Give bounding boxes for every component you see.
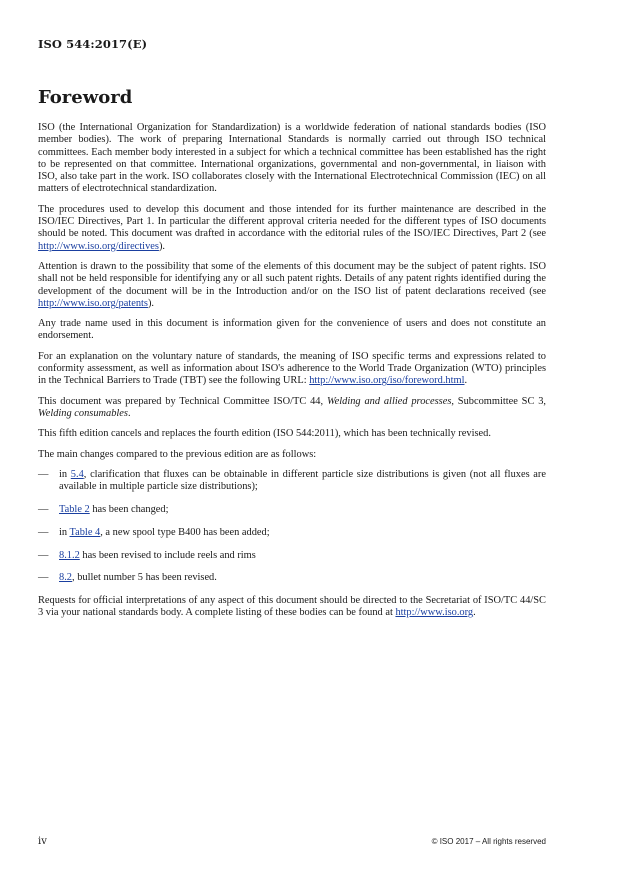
paragraph-official-interpretations: Requests for official interpretations of any aspect of this document should be directed to the Secretariat of ISO/TC 44/SC 3 via your national standards body. A complete listing of these bodies can be found at http://www.iso.org. xyxy=(38,595,546,619)
list-item: — 8.1.2 has been revised to include reels and rims xyxy=(38,549,256,561)
foreword-body xyxy=(38,122,546,628)
link-iso-org[interactable]: http://www.iso.org xyxy=(395,607,474,619)
copyright-notice: © ISO 2017 – All rights reserved xyxy=(431,837,546,846)
list-item: — Table 2 has been changed; xyxy=(38,503,169,515)
link-clause-8-2[interactable]: 8.2 xyxy=(59,572,72,584)
paragraph-main-changes: The main changes compared to the previous edition are as follows: xyxy=(38,448,317,460)
link-table-2[interactable]: Table 2 xyxy=(59,503,90,515)
paragraph-procedures: The procedures used to develop this document and those intended for its further maintenance are described in the ISO/IEC Directives, Part 1. In particular the different approval criteria needed for the different types of ISO documents should be noted. This document was drafted in accordance with the editorial rules of the ISO/IEC Directives, Part 2 (see http://www.iso.org/directives). xyxy=(38,203,546,252)
paragraph-edition: This fifth edition cancels and replaces the fourth edition (ISO 544:2011), which has been technically revised. xyxy=(38,428,491,440)
link-clause-5-4[interactable]: 5.4 xyxy=(70,468,84,480)
dash-bullet: — xyxy=(38,526,49,538)
dash-bullet: — xyxy=(38,468,49,480)
paragraph-iso-intro: ISO (the International Organization for Standardization) is a worldwide federation of national standards bodies (ISO member bodies). The work of preparing International Standards is normally carried out through ISO technical committees. Each member body interested in a subject for which a technical committee has been established has the right to be represented on that committee. International organizations, governmental and non-governmental, in liaison with ISO, also take part in the work. ISO collaborates closely with the International Electrotechnical Commission (IEC) on all matters of electrotechnical standardization. xyxy=(38,122,546,195)
link-table-4[interactable]: Table 4 xyxy=(69,526,101,538)
document-page xyxy=(38,0,546,876)
paragraph-committee: This document was prepared by Technical Committee ISO/TC 44, Welding and allied processes, Subcommittee SC 3, Welding consumables. xyxy=(38,395,546,419)
paragraph-trade-name: Any trade name used in this document is information given for the convenience of users and does not constitute an endorsement. xyxy=(38,318,546,342)
paragraph-patents: Attention is drawn to the possibility that some of the elements of this document may be the subject of patent rights. ISO shall not be held responsible for identifying any or all such patent rights. Details of any patent rights identified during the development of the document will be in the Introduction and/or on the ISO list of patent declarations received (see http://www.iso.org/patents). xyxy=(38,260,546,309)
link-clause-8-1-2[interactable]: 8.1.2 xyxy=(59,549,80,561)
page-title: Foreword xyxy=(38,87,133,108)
dash-bullet: — xyxy=(38,503,49,515)
dash-bullet: — xyxy=(38,572,49,584)
list-item: — 8.2, bullet number 5 has been revised. xyxy=(38,572,217,584)
link-patents[interactable]: http://www.iso.org/patents xyxy=(38,297,148,309)
list-item: — in 5.4, clarification that fluxes can be obtainable in different particle size distributions is given (not all fluxes are available in multiple particle size distributions); xyxy=(38,468,546,493)
changes-list xyxy=(38,469,546,585)
dash-bullet: — xyxy=(38,549,49,561)
paragraph-voluntary-nature: For an explanation on the voluntary nature of standards, the meaning of ISO specific terms and expressions related to conformity assessment, as well as information about ISO's adherence to the World Trade Organization (WTO) principles in the Technical Barriers to Trade (TBT) see the following URL: http://www.iso.org/iso/foreword.html. xyxy=(38,350,546,387)
page-number: iv xyxy=(38,836,47,847)
link-directives[interactable]: http://www.iso.org/directives xyxy=(38,240,159,252)
list-item: — in Table 4, a new spool type B400 has been added; xyxy=(38,526,270,538)
link-foreword[interactable]: http://www.iso.org/iso/foreword.html xyxy=(309,375,465,387)
document-id-header: ISO 544:2017(E) xyxy=(38,37,148,51)
